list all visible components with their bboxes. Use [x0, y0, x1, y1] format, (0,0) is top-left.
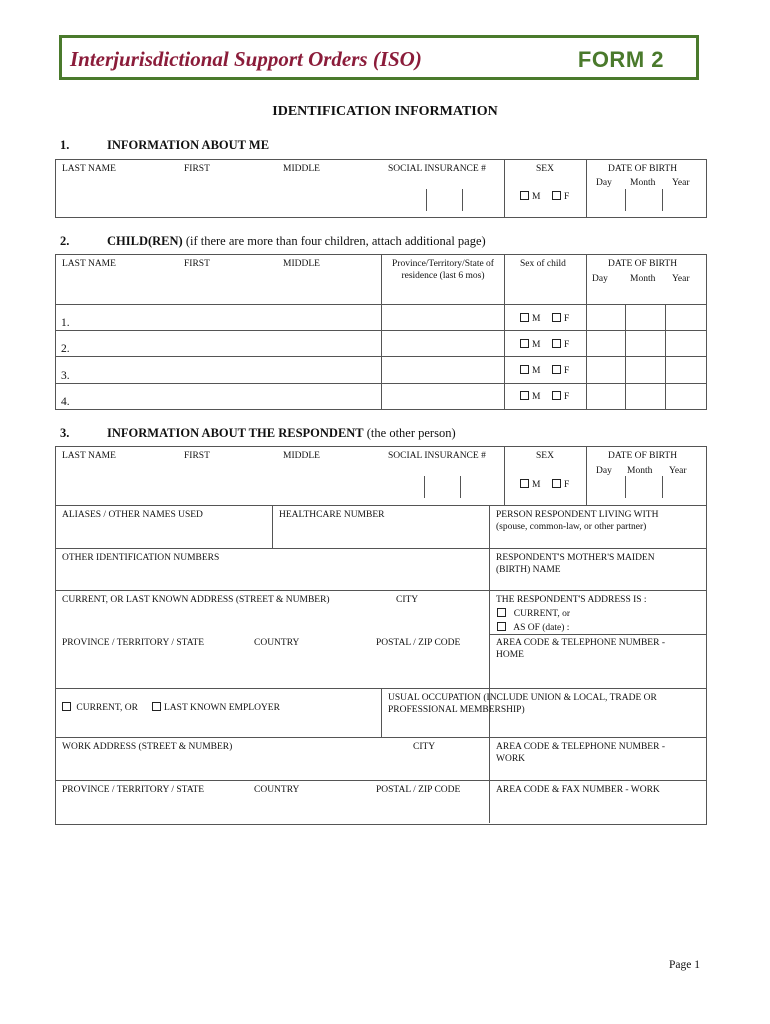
- form-title: Interjurisdictional Support Orders (ISO): [70, 47, 422, 71]
- section-2-number: 2.: [60, 234, 70, 248]
- work-phone-label: AREA CODE & TELEPHONE NUMBER - WORK: [496, 742, 665, 764]
- s2-year-label: Year: [672, 274, 690, 284]
- s3-middle-label: MIDDLE: [283, 451, 320, 461]
- child-3-sex-f-checkbox[interactable]: F: [552, 365, 569, 377]
- page-number: Page 1: [669, 959, 700, 971]
- employer-last-known-checkbox[interactable]: LAST KNOWN EMPLOYER: [152, 702, 280, 714]
- work-province-label: PROVINCE / TERRITORY / STATE: [62, 785, 205, 795]
- s2-middle-label: MIDDLE: [283, 259, 320, 269]
- living-with-label: PERSON RESPONDENT LIVING WITH: [496, 510, 659, 520]
- s3-sex-m-checkbox[interactable]: M: [520, 479, 540, 491]
- other-ids-label: OTHER IDENTIFICATION NUMBERS: [62, 553, 220, 563]
- s3-sin-label: SOCIAL INSURANCE #: [388, 451, 486, 461]
- address-label: CURRENT, OR LAST KNOWN ADDRESS (STREET & NUMBER): [62, 595, 330, 605]
- living-with-sublabel: (spouse, common-law, or other partner): [496, 522, 647, 532]
- work-city-label: CITY: [413, 742, 436, 752]
- home-phone-label: AREA CODE & TELEPHONE NUMBER - HOME: [496, 638, 665, 660]
- child-1-sex-m-checkbox[interactable]: M: [520, 313, 540, 325]
- s3-month-label: Month: [627, 466, 653, 476]
- s3-year-label: Year: [669, 466, 687, 476]
- s3-dob-label: DATE OF BIRTH: [608, 451, 678, 461]
- s3-sex-f-checkbox[interactable]: F: [552, 479, 569, 491]
- child-row-3-number: 3.: [61, 370, 70, 382]
- s3-sex-label: SEX: [536, 451, 554, 461]
- s2-sex-label: Sex of child: [520, 259, 566, 269]
- section-1-number: 1.: [60, 138, 70, 152]
- section-2-title: CHILD(REN) (if there are more than four children, attach additional page): [107, 234, 486, 248]
- child-2-sex-f-checkbox[interactable]: F: [552, 339, 569, 351]
- mothers-maiden-label: RESPONDENT'S MOTHER'S MAIDEN (BIRTH) NAME: [496, 553, 655, 575]
- s1-last-name-label: LAST NAME: [62, 164, 116, 174]
- s1-sin-label: SOCIAL INSURANCE #: [388, 164, 486, 174]
- s2-month-label: Month: [630, 274, 656, 284]
- s3-day-label: Day: [596, 466, 612, 476]
- work-address-label: WORK ADDRESS (STREET & NUMBER): [62, 742, 233, 752]
- s1-dob-label: DATE OF BIRTH: [608, 164, 678, 174]
- section-3-number: 3.: [60, 426, 70, 440]
- country-label: COUNTRY: [254, 638, 300, 648]
- s1-sex-f-checkbox[interactable]: F: [552, 191, 569, 203]
- section-3-title: INFORMATION ABOUT THE RESPONDENT (the other person): [107, 426, 456, 440]
- employer-current-checkbox[interactable]: CURRENT, OR: [62, 702, 138, 714]
- work-fax-label: AREA CODE & FAX NUMBER - WORK: [496, 785, 660, 795]
- province-label: PROVINCE / TERRITORY / STATE: [62, 638, 205, 648]
- address-is-label: THE RESPONDENT'S ADDRESS IS :: [496, 595, 647, 605]
- s2-province-label: Province/Territory/State of residence (last 6 mos): [392, 259, 494, 281]
- s3-last-name-label: LAST NAME: [62, 451, 116, 461]
- s1-month-label: Month: [630, 178, 656, 188]
- city-label: CITY: [396, 595, 419, 605]
- child-3-sex-m-checkbox[interactable]: M: [520, 365, 540, 377]
- s1-year-label: Year: [672, 178, 690, 188]
- page-title: IDENTIFICATION INFORMATION: [272, 104, 498, 119]
- child-row-2-number: 2.: [61, 343, 70, 355]
- healthcare-number-label: HEALTHCARE NUMBER: [279, 510, 385, 520]
- s3-first-label: FIRST: [184, 451, 210, 461]
- address-current-checkbox[interactable]: CURRENT, or: [497, 608, 570, 620]
- address-as-of-checkbox[interactable]: AS OF (date) :: [497, 622, 569, 634]
- postal-label: POSTAL / ZIP CODE: [376, 638, 461, 648]
- s1-middle-label: MIDDLE: [283, 164, 320, 174]
- s2-dob-label: DATE OF BIRTH: [608, 259, 678, 269]
- child-row-1-number: 1.: [61, 317, 70, 329]
- child-4-sex-m-checkbox[interactable]: M: [520, 391, 540, 403]
- s1-sex-m-checkbox[interactable]: M: [520, 191, 540, 203]
- occupation-label: USUAL OCCUPATION (INCLUDE UNION & LOCAL, TRADE OR PROFESSIONAL MEMBERSHIP): [388, 693, 657, 715]
- child-2-sex-m-checkbox[interactable]: M: [520, 339, 540, 351]
- s2-day-label: Day: [592, 274, 608, 284]
- aliases-label: ALIASES / OTHER NAMES USED: [62, 510, 203, 520]
- child-1-sex-f-checkbox[interactable]: F: [552, 313, 569, 325]
- s1-first-label: FIRST: [184, 164, 210, 174]
- s2-first-label: FIRST: [184, 259, 210, 269]
- s1-day-label: Day: [596, 178, 612, 188]
- work-country-label: COUNTRY: [254, 785, 300, 795]
- form-header: [59, 35, 699, 80]
- s1-sex-label: SEX: [536, 164, 554, 174]
- work-postal-label: POSTAL / ZIP CODE: [376, 785, 461, 795]
- section-3-table: [55, 446, 707, 825]
- section-1-title: INFORMATION ABOUT ME: [107, 138, 270, 152]
- child-4-sex-f-checkbox[interactable]: F: [552, 391, 569, 403]
- form-number: FORM 2: [577, 47, 664, 72]
- s2-last-name-label: LAST NAME: [62, 259, 116, 269]
- child-row-4-number: 4.: [61, 396, 70, 408]
